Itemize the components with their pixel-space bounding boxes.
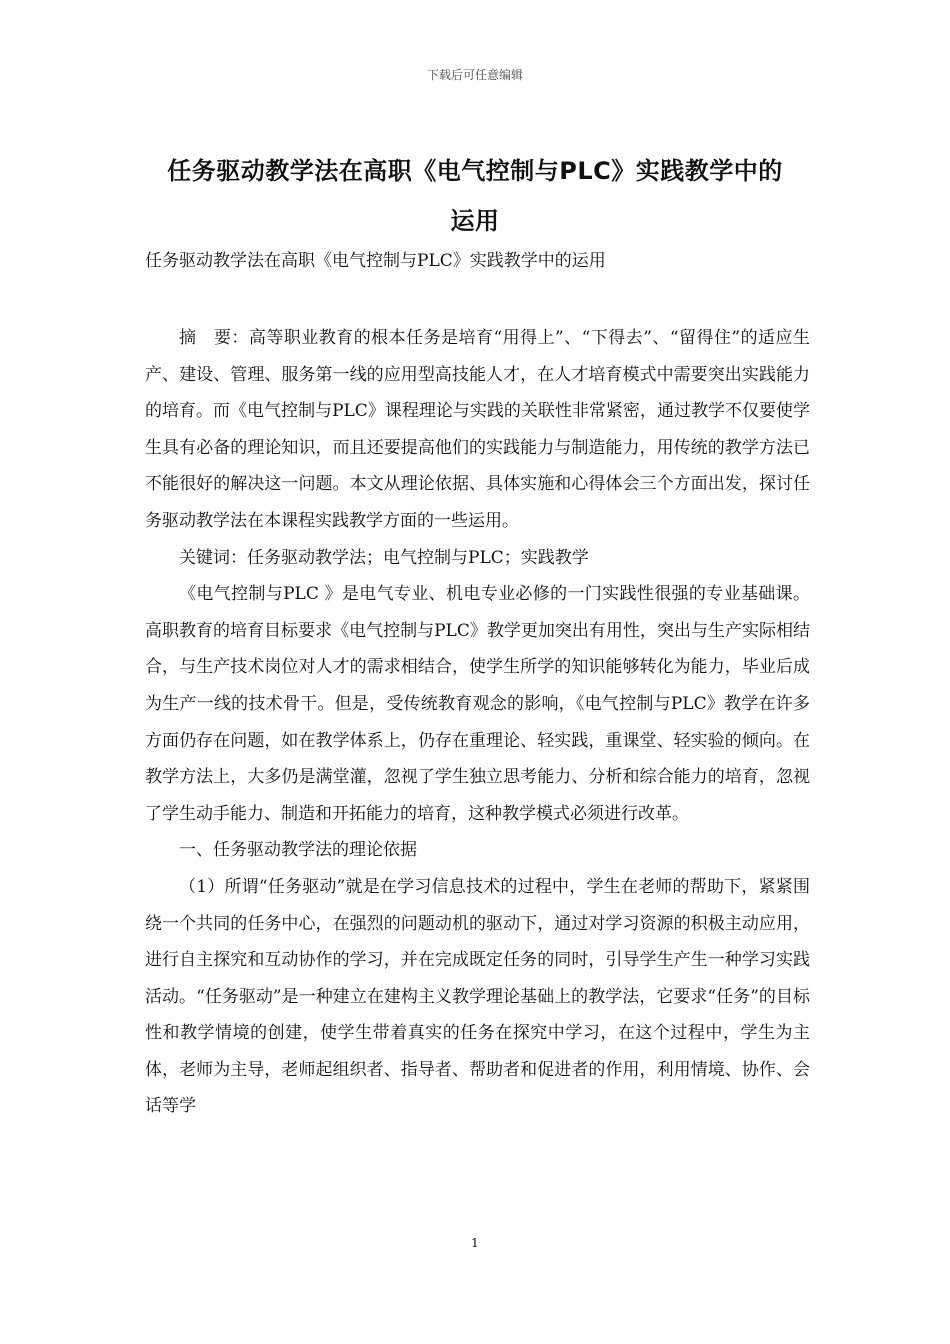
title-line-2: 运用 xyxy=(450,207,500,235)
body-paragraph: （1）所谓“任务驱动”就是在学习信息技术的过程中，学生在老师的帮助下，紧紧围绕一个共同的任务中心，在强烈的问题动机的驱动下，通过对学习资源的积极主动应用，进行自主探究和互动协作的学习，并在完成既定任务的同时，引导学生产生一种学习实践活动。“任务驱动”是一种建立在建构主义教学理论基础上的教学法，它要求“任务”的目标性和教学情境的创建，使学生带着真实的任务在探究中学习，在这个过程中，学生为主体，老师为主导，老师起组织者、指导者、帮助者和促进者的作用，利用情境、协作、会话等学 xyxy=(145,876,810,1117)
document-subtitle: 任务驱动教学法在高职《电气控制与PLC》实践教学中的运用 xyxy=(145,251,606,271)
intro-paragraph: 《电气控制与PLC 》是电气专业、机电专业必修的一门实践性很强的专业基础课。高职教育的培育目标要求《电气控制与PLC》教学更加突出有用性，突出与生产实际相结合，与生产技术岗位对人才的需求相结合，使学生所学的知识能够转化为能力，毕业后成为生产一线的技术骨干。但是，受传统教育观念的影响，《电气控制与PLC》教学在许多方面仍存在问题，如在教学体系上，仍存在重理论、轻实践，重课堂、轻实验的倾向。在教学方法上，大多仍是满堂灌，忽视了学生独立思考能力、分析和综合能力的培育，忽视了学生动手能力、制造和开拓能力的培育，这种教学模式必须进行改革。 xyxy=(145,584,810,824)
title-line-1: 任务驱动教学法在高职《电气控制与PLC》实践教学中的 xyxy=(167,157,783,185)
page-header: 下载后可任意编辑 xyxy=(426,68,523,82)
page-number: 1 xyxy=(471,1236,479,1250)
document-body xyxy=(145,320,810,1125)
keywords-paragraph: 关键词：任务驱动教学法；电气控制与PLC；实践教学 xyxy=(179,547,589,568)
document-title xyxy=(145,146,805,246)
section-heading: 一、任务驱动教学法的理论依据 xyxy=(179,840,417,861)
abstract-paragraph: 摘 要：高等职业教育的根本任务是培育“用得上”、“下得去”、“留得住”的适应生产、建设、管理、服务第一线的应用型高技能人才，在人才培育模式中需要突出实践能力的培育。而《电气控制与PLC》课程理论与实践的关联性非常紧密，通过教学不仅要使学生具有必备的理论知识，而且还要提高他们的实践能力与制造能力，用传统的教学方法已不能很好的解决这一问题。本文从理论依据、具体实施和心得体会三个方面出发，探讨任务驱动教学法在本课程实践教学方面的一些运用。 xyxy=(145,328,810,531)
